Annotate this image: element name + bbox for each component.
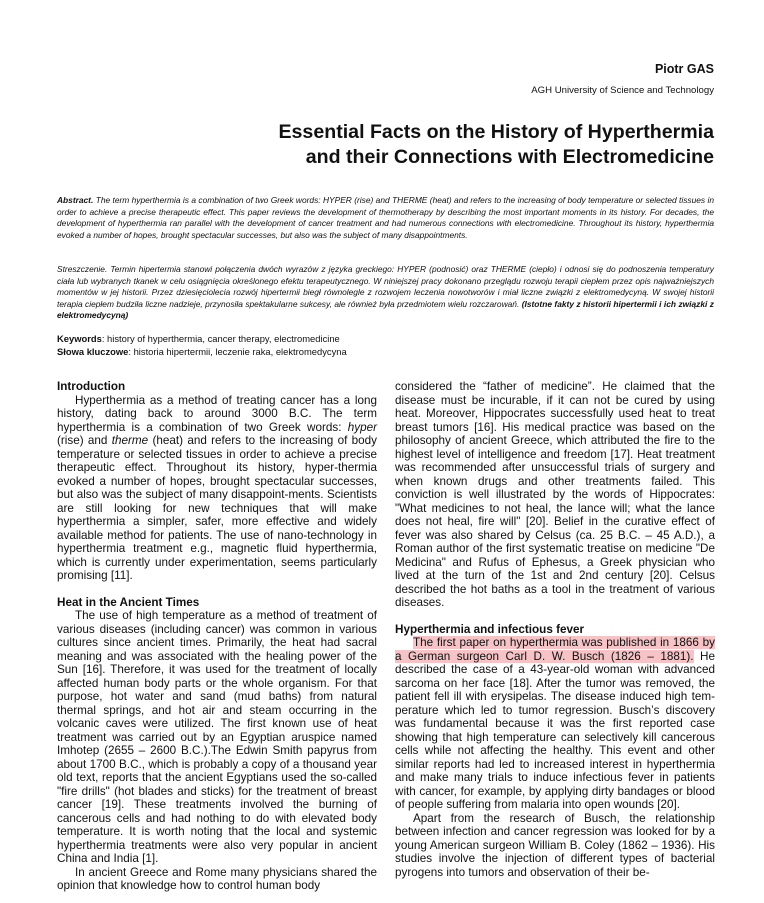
title-line-2: and their Connections with Electromedicine (305, 145, 714, 168)
intro-term-therme: therme (111, 434, 149, 447)
right-column (395, 380, 715, 879)
slowa-kluczowe-label: Słowa kluczowe (57, 345, 129, 357)
ancient-paragraph-2: In ancient Greece and Rome many physicians shared the opinion that knowledge how to control human body (57, 865, 377, 892)
keywords-text: : history of hyperthermia, cancer therapy, electromedicine (101, 333, 340, 344)
introduction-heading: Introduction (57, 380, 126, 393)
paper-title (154, 120, 714, 169)
keywords-label: Keywords (57, 333, 102, 344)
keywords-block (57, 333, 347, 359)
highlighted-sentence: The first paper on hyperthermia was published in 1866 by a German surgeon Carl D. W. Busch (1826 – 1881). (395, 636, 715, 663)
fever-paragraph-1 (395, 636, 715, 812)
hippocrates-paragraph: considered the “father of medicine”. He claimed that the disease must be incurable, if it can not be cured by using heat. Moreover, Hippocrates successfully used heat to treat breast tumors [16]. His medical practice was based on the philosophy of ancient Greece, which attributed the fire to the highest level of intelligence and freedom [17]. Heat treatment was recommended after unsuccessful trials of surgery and when known drugs and other treatments failed. This conviction is well illustrated by the words of Hippocrates: "What medicines to not heal, the lance will; what the lance does not heal, fire will" [20]. Belief in the curative effect of fever was also shared by Celsus (ca. 25 B.C. – 45 A.D.), a Roman author of the first systematic treatise on medicine "De Medicina" and Rufus of Ephesus, a Greek physician who lived at the turn of the 1st and 2nd century [20]. Celsus described the hot baths as a tool in the treatment of various diseases. (395, 380, 715, 609)
fever-paragraph-1-rest: He described the case of a 43-year-old woman with advanced sarcoma on her face [18]. After the tumor was removed, the patient fell ill with erysipelas. The disease induced high tem-perature which led to tumor regression. Busch’s discovery was fundamental because it was the first reported case showing that high temperature can selectively kill cancerous cells while not affecting the healthy. This event and other similar reports had led to increased interest in hyperthermia and make many trials to induce infectious fever in patients with cancer, for example, by applying dirty bandages or blood of people suffering from malaria into open wounds [20]. (395, 649, 715, 811)
polish-title: (Istotne fakty z historii hipertermii i ich związki z elektromedycyną) (57, 298, 714, 321)
author-affiliation: AGH University of Science and Technology (531, 85, 714, 96)
keywords-en (57, 333, 347, 346)
intro-text-a: Hyperthermia as a method of treating cancer has a long history, dating back to around 3000 B.C. The term hyperthermia is a combination of two Greek words: (57, 393, 377, 434)
ancient-paragraph-1: The use of high temperature as a method of treatment of various diseases (including cancer) was common in various cultures since ancient times. Primarily, the heat had sacral meaning and was associated with the healing power of the Sun [16]. Therefore, it was used for the treatment of locally affected human body parts or the whole organism. For that purpose, hot water and sand (mud baths) from natural thermal springs, and hot air and steam occurring in the volcanic caves were utilized. The first known use of heat treatment was carried out by an Egyptian aruspice named Imhotep (2655 – 2600 B.C.).The Edwin Smith papyrus from about 1700 B.C., which is probably a copy of a thousand year old text, reports that the ancient Egyptians used the so-called "fire drills" (hot blades and sticks) for the treatment of breast cancer [19]. These treatments involved the burning of cancerous cells and had nothing to do with elevated body temperature. It is worth noting that the local and systemic hyperthermia treatments were also very popular in ancient China and India [1]. (57, 609, 377, 865)
abstract-polish (57, 264, 714, 322)
keywords-pl (57, 346, 347, 359)
abstract-english (57, 195, 714, 241)
intro-term-hyper: hyper (347, 420, 377, 434)
introduction-paragraph (57, 394, 377, 583)
streszczenie-label: Streszczenie. (57, 264, 108, 274)
left-column (57, 380, 377, 893)
abstract-label: Abstract. (57, 195, 94, 205)
streszczenie-text: Termin hipertermia stanowi połączenia dwóch wyrazów z języka greckiego: HYPER (podnosić) oraz THERME (ciepło) i odnosi się do podnoszenia temperatury ciała lub wybranych tkanek w celu osiągnięcia określonego efektu terapeutycznego. W niniejszej pracy dokonano przeglądu rozwoju terapii ciepłem przez opis najważniejszych momentów w jej historii. Przez dziesięciolecia rozwój hipertermii biegł równolegle z rozwojem leczenia nowotworów i miał liczne związki z elektromedycyną. W swojej historii terapia ciepłem budziła liczne nadzieje, przynosiła spektakularne sukcesy, ale również była przedmiotem wielu rozczarowań. (57, 264, 714, 309)
title-line-1: Essential Facts on the History of Hyperthermia (278, 121, 714, 143)
ancient-times-heading: Heat in the Ancient Times (57, 595, 200, 609)
author-name: Piotr GAS (654, 62, 714, 76)
infectious-fever-heading: Hyperthermia and infectious fever (395, 622, 585, 636)
fever-paragraph-2: Apart from the research of Busch, the relationship between infection and cancer regression was looked for by a young American surgeon William B. Coley (1862 – 1936). His studies involve the injection of different types of bacterial pyrogens into tumors and observation of their be- (395, 811, 715, 879)
abstract-text: The term hyperthermia is a combination of two Greek words: HYPER (rise) and THERME (heat) and refers to the increasing of body temperature or selected tissues in order to achieve a precise therapeutic effect. This paper reviews the development of thermotherapy by describing the most important moments in its history. For decades, the development of hyperthermia ran parallel with the development of cancer treatment and had numerous connections with electromedicine. Throughout its history, hyperthermia evoked a number of hopes, brought spectacular successes, but also was the subject of many disappointments. (57, 195, 714, 240)
slowa-kluczowe-text: : historia hipertermii, leczenie raka, elektromedycyna (128, 345, 347, 357)
intro-text-b: (rise) and (57, 434, 112, 447)
intro-text-c: (heat) and refers to the increasing of body temperature or selected tissues in order to achieve a precise therapeutic effect. Throughout its history, hyper-thermia evoked a number of hopes, brought spectacular successes, but also was the subject of many disappoint-ments. Scientists are still looking for new techniques that will make hyperthermia a simpler, safer, more effective and widely available method for patients. The use of nano-technology in hyperthermia treatment e.g., magnetic fluid hyperthermia, which is currently under experimentation, seems particularly promising [11]. (57, 434, 377, 582)
